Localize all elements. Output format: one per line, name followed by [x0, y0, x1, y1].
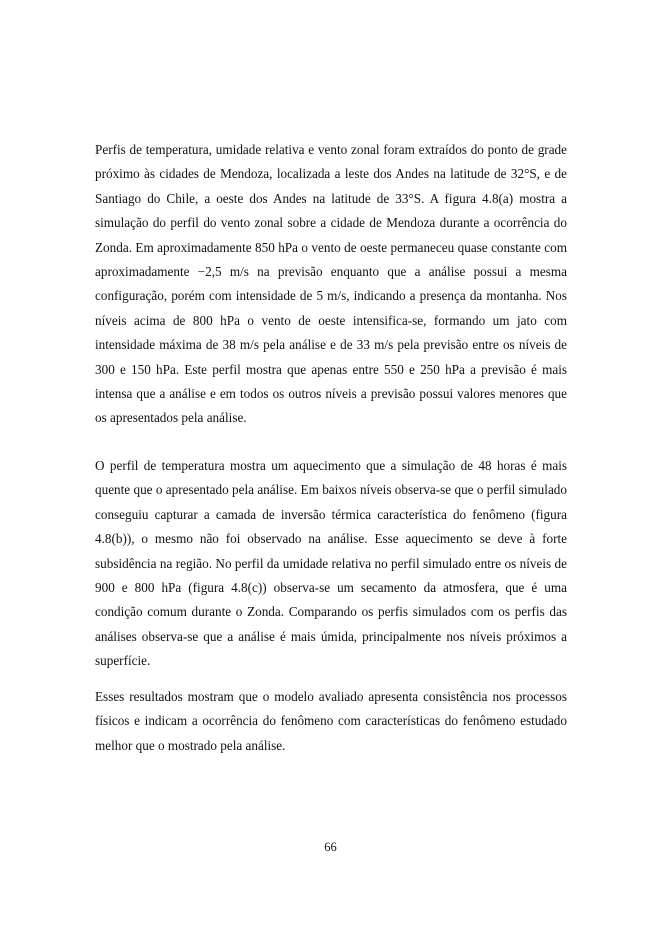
paragraph-profiles-wind: Perfis de temperatura, umidade relativa e vento zonal foram extraídos do ponto de grade próximo às cidades de Mendoza, localizada a leste dos Andes na latitude de 32°S, e de Santiago do Chile, a oeste dos Andes na latitude de 33°S. A figura 4.8(a) mostra a simulação do perfil do vento zonal sobre a cidade de Mendoza durante a ocorrência do Zonda. Em aproximadamente 850 hPa o vento de oeste permaneceu quase constante com aproximadamente −2,5 m/s na previsão enquanto que a análise possui a mesma configuração, porém com intensidade de 5 m/s, indicando a presença da montanha. Nos níveis acima de 800 hPa o vento de oeste intensifica-se, formando um jato com intensidade máxima de 38 m/s pela análise e de 33 m/s pela previsão entre os níveis de 300 e 150 hPa. Este perfil mostra que apenas entre 550 e 250 hPa a previsão é mais intensa que a análise e em todos os outros níveis a previsão possui valores menores que os apresentados pela análise.: [95, 142, 567, 426]
page-number: 66: [324, 840, 337, 854]
paragraph-conclusion: Esses resultados mostram que o modelo avaliado apresenta consistência nos processos físicos e indicam a ocorrência do fenômeno com características do fenômeno estudado melhor que o mostrado pela análise.: [95, 689, 567, 753]
paragraph-temperature-humidity: O perfil de temperatura mostra um aquecimento que a simulação de 48 horas é mais quente que o apresentado pela análise. Em baixos níveis observa-se que o perfil simulado conseguiu capturar a camada de inversão térmica característica do fenômeno (figura 4.8(b)), o mesmo não foi observado na análise. Esse aquecimento se deve à forte subsidência na região. No perfil da umidade relativa no perfil simulado entre os níveis de 900 e 800 hPa (figura 4.8(c)) observa-se um secamento da atmosfera, que é uma condição comum durante o Zonda. Comparando os perfis simulados com os perfis das análises observa-se que a análise é mais úmida, principalmente nos níveis próximos a superfície.: [95, 458, 567, 669]
